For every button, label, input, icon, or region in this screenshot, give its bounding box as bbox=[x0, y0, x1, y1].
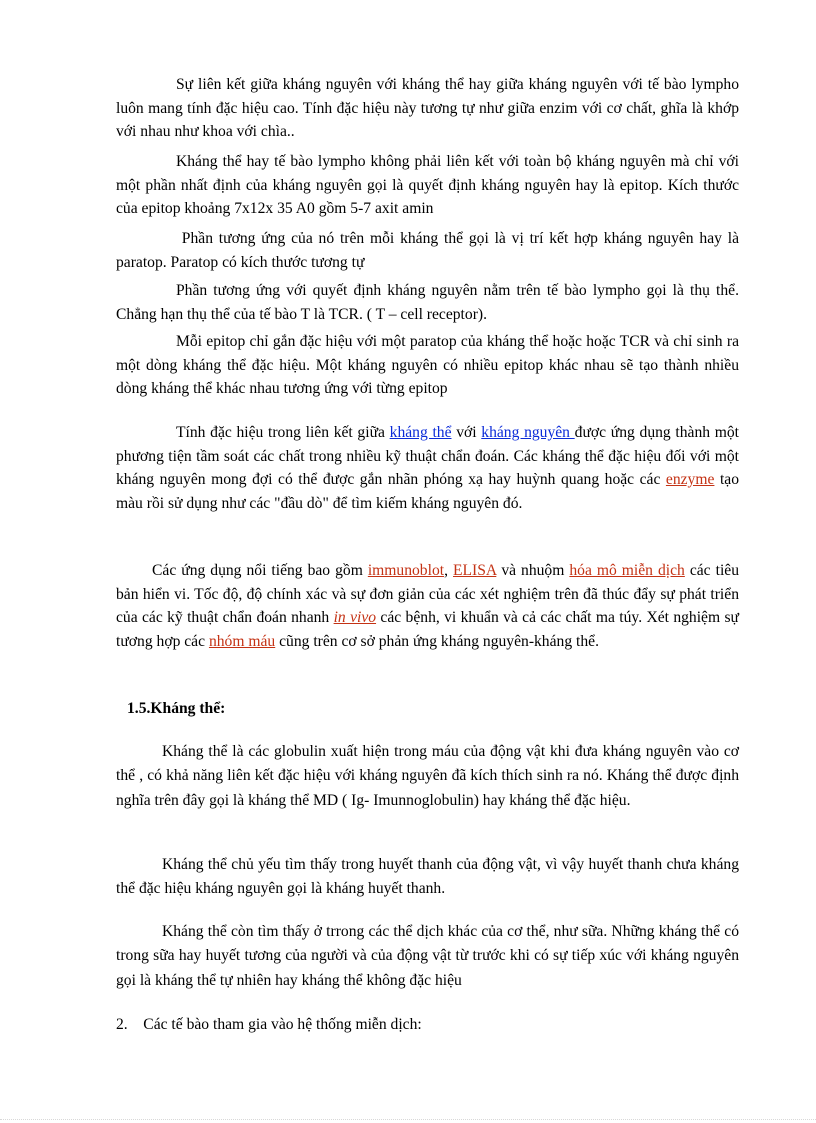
page-bottom-divider bbox=[0, 1119, 816, 1120]
list-item-immune-cells: 2. Các tế bào tham gia vào hệ thống miễn dịch: bbox=[116, 1016, 422, 1033]
link-in-vivo[interactable]: in vivo bbox=[333, 609, 377, 627]
section-heading-khang-the: 1.5.Kháng thể: bbox=[127, 700, 226, 717]
paragraph-antigen-antibody-binding: Sự liên kết giữa kháng nguyên với kháng thể hay giữa kháng nguyên với tế bào lympho luôn mang tính đặc hiệu cao. Tính đặc hiệu này tương tự như giữa enzim với cơ chất, ghĩa là khớp với nhau như khoa với chìa.. bbox=[116, 76, 739, 141]
paragraph-epitope: Kháng thể hay tế bào lympho không phải liên kết với toàn bộ kháng nguyên mà chỉ với một phần nhất định của kháng nguyên gọi là quyết định kháng nguyên hay là epitop. Kích thước của epitop khoảng 7x12x 35 A0 gồm 5-7 axit amin bbox=[116, 153, 739, 218]
paragraph-natural-antibody: Kháng thể còn tìm thấy ở trrong các thể dịch khác của cơ thể, như sữa. Những kháng thể có trong sữa hay huyết tương của người và của động vật từ trước khi có sự tiếp xúc với kháng nguyên gọi là kháng thể tự nhiên hay kháng thể không đặc hiệu bbox=[116, 923, 739, 989]
paragraph-antibody-definition: Kháng thể là các globulin xuất hiện trong máu của động vật khi đưa kháng nguyên vào cơ thể , có khả năng liên kết đặc hiệu với kháng nguyên đã kích thích sinh ra nó. Kháng thể được định nghĩa trên đây gọi là kháng thể MD ( Ig- Imunnoglobulin) hay kháng thể đặc hiệu. bbox=[116, 743, 739, 809]
link-khang-nguyen[interactable]: kháng nguyên bbox=[481, 424, 575, 441]
link-nhom-mau[interactable]: nhóm máu bbox=[208, 632, 276, 650]
paragraph-known-applications: Các ứng dụng nổi tiếng bao gồm immunoblot, ELISA và nhuộm hóa mô miễn dịch các tiêu bản hiển vi. Tốc độ, độ chính xác và sự đơn giản của các xét nghiệm trên đã thúc đẩy sự phát triển của các kỹ thuật chẩn đoán nhanh in vivo các bệnh, vi khuẩn và cả các chất ma túy. Xét nghiệm sự tương hợp các nhóm máu cũng trên cơ sở phản ứng kháng nguyên-kháng thể. bbox=[116, 562, 739, 650]
paragraph-epitope-paratope-specificity: Mỗi epitop chỉ gắn đặc hiệu với một paratop của kháng thể hoặc hoặc TCR và chỉ sinh ra một dòng kháng thể đặc hiệu. Một kháng nguyên có nhiều epitop khác nhau sẽ tạo thành nhiều dòng kháng thể khác nhau tương ứng với từng epitop bbox=[116, 333, 739, 398]
paragraph-diagnostic-application: Tính đặc hiệu trong liên kết giữa kháng thể với kháng nguyên được ứng dụng thành một phương tiện tầm soát các chất trong nhiều kỹ thuật chẩn đoán. Các kháng thể đặc hiệu đối với một kháng nguyên mong đợi có thể được gắn nhãn phóng xạ hay huỳnh quang hoặc các enzyme tạo màu rồi sử dụng như các "đầu dò" để tìm kiếm kháng nguyên đó. bbox=[116, 424, 740, 512]
link-elisa[interactable]: ELISA bbox=[452, 562, 497, 579]
link-khang-the[interactable]: kháng thể bbox=[389, 424, 452, 441]
paragraph-receptor: Phần tương ứng với quyết định kháng nguyên nằm trên tế bào lympho gọi là thụ thể. Chẳng hạn thụ thể của tế bào T là TCR. ( T – cell receptor). bbox=[116, 282, 739, 323]
link-immunoblot[interactable]: immunoblot bbox=[367, 562, 445, 579]
link-enzyme[interactable]: enzyme bbox=[665, 471, 715, 489]
paragraph-antibody-serum: Kháng thể chủ yếu tìm thấy trong huyết thanh của động vật, vì vậy huyết thanh chưa kháng thể đặc hiệu kháng nguyên gọi là kháng huyết thanh. bbox=[116, 856, 739, 898]
link-hoa-mo-mien-dich[interactable]: hóa mô miễn dịch bbox=[569, 562, 685, 579]
paragraph-paratope: Phần tương ứng của nó trên mỗi kháng thể gọi là vị trí kết hợp kháng nguyên hay là paratop. Paratop có kích thước tương tự bbox=[116, 230, 739, 271]
